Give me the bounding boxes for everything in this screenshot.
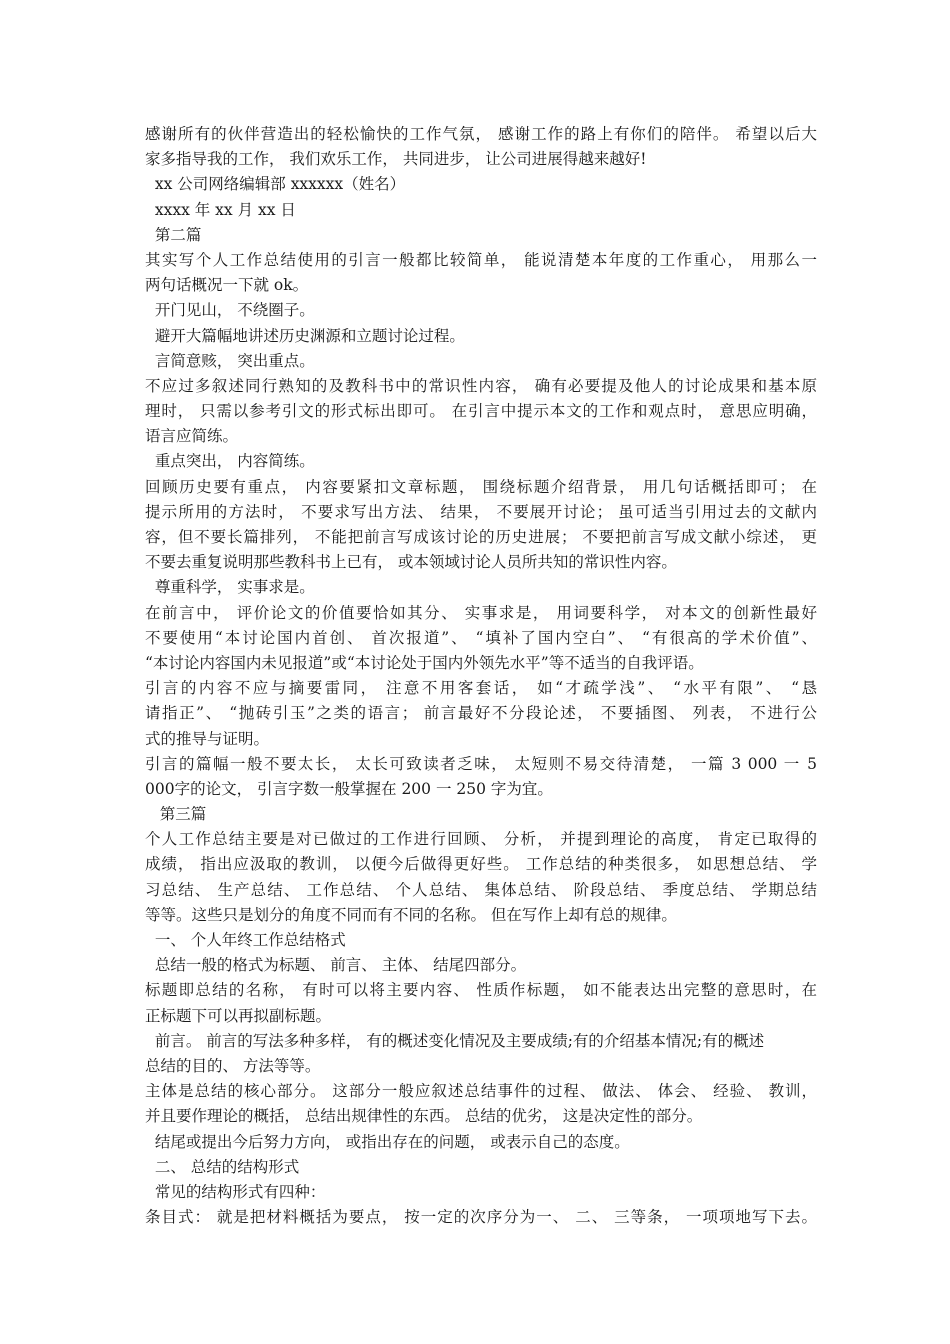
text-line: 第三篇 xyxy=(145,805,207,824)
text-line: 等等。这些只是划分的角度不同而有不同的名称。 但在写作上却有总的规律。 xyxy=(145,905,677,924)
text-line: 一、 个人年终工作总结格式 xyxy=(145,931,346,949)
text-line: 总结一般的格式为标题、 前言、 主体、 结尾四部分。 xyxy=(145,956,527,975)
text-line: 000字的论文， 引言字数一般掌握在 200 一 250 字为宜。 xyxy=(145,779,553,798)
text-line: 尊重科学， 实事求是。 xyxy=(145,578,315,597)
text-line: 前言。 前言的写法多种多样， 有的概述变化情况及主要成绩;有的介绍基本情况;有的概述 xyxy=(145,1031,765,1050)
text-line: 感谢所有的伙伴营造出的轻松愉快的工作气氛， 感谢工作的路上有你们的陪伴。 希望以后大 xyxy=(145,125,817,143)
text-line: 引言的篇幅一般不要太长， 太长可致读者乏味， 太短则不易交待清楚， 一篇 3 000 一 5 xyxy=(145,754,817,773)
text-line: 在前言中， 评价论文的价值要恰如其分、 实事求是， 用词要科学， 对本文的创新性最好 xyxy=(145,603,817,622)
text-line: 其实写个人工作总结使用的引言一般都比较简单， 能说清楚本年度的工作重心， 用那么一 xyxy=(145,250,817,269)
text-line: 避开大篇幅地讲述历史渊源和立题讨论过程。 xyxy=(145,326,465,345)
text-line: 第二篇 xyxy=(145,225,202,244)
text-line: 不应过多叙述同行熟知的及教科书中的常识性内容， 确有必要提及他人的讨论成果和基本原 xyxy=(145,376,817,395)
text-line: 请指正”、 “抛砖引玉”之类的语言； 前言最好不分段论述， 不要插图、 列表， 不进行公 xyxy=(145,704,817,723)
text-line: 标题即总结的名称， 有时可以将主要内容、 性质作标题， 如不能表达出完整的意思时，在 xyxy=(145,981,817,1000)
text-line: 结尾或提出今后努力方向， 或指出存在的问题， 或表示自己的态度。 xyxy=(145,1132,630,1151)
text-line: xx 公司网络编辑部 xxxxxx（姓名） xyxy=(145,175,406,194)
text-line: 言简意赅， 突出重点。 xyxy=(145,351,315,370)
text-line: 引言的内容不应与摘要雷同， 注意不用客套话， 如“才疏学浅”、 “水平有限”、 “恳 xyxy=(145,679,817,698)
text-line: 主体是总结的核心部分。 这部分一般应叙述总结事件的过程、 做法、 体会、 经验、 教训， xyxy=(145,1082,817,1101)
text-line: 回顾历史要有重点， 内容要紧扣文章标题， 围绕标题介绍背景， 用几句话概括即可； 在 xyxy=(145,477,817,496)
text-line: 重点突出， 内容简练。 xyxy=(145,452,315,471)
text-line: 提示所用的方法时， 不要求写出方法、 结果， 不要展开讨论； 虽可适当引用过去的文献内 xyxy=(145,502,817,521)
text-line: 成绩， 指出应汲取的教训， 以便今后做得更好些。 工作总结的种类很多， 如思想总结、 学 xyxy=(145,855,817,874)
text-line: 式的推导与证明。 xyxy=(145,729,270,748)
text-line: 正标题下可以再拟副标题。 xyxy=(145,1006,332,1025)
text-line: 容，但不要长篇排列， 不能把前言写成该讨论的历史进展； 不要把前言写成文献小综述， 更 xyxy=(145,528,817,546)
text-line: 条目式： 就是把材料概括为要点， 按一定的次序分为一、 二、 三等条， 一项项地写下去。 xyxy=(145,1208,817,1227)
text-line: 理时， 只需以参考引文的形式标出即可。 在引言中提示本文的工作和观点时， 意思应明确， xyxy=(145,402,817,421)
text-line: 二、 总结的结构形式 xyxy=(145,1157,300,1176)
text-line: 总结的目的、 方法等等。 xyxy=(145,1056,321,1075)
text-line: xxxx 年 xx 月 xx 日 xyxy=(145,200,296,219)
text-line: 习总结、 生产总结、 工作总结、 个人总结、 集体总结、 阶段总结、 季度总结、 学期总结 xyxy=(145,880,817,899)
text-line: 个人工作总结主要是对已做过的工作进行回顾、 分析， 并提到理论的高度， 肯定已取得的 xyxy=(145,830,817,849)
text-line: 并且要作理论的概括， 总结出规律性的东西。 总结的优劣， 这是决定性的部分。 xyxy=(145,1107,703,1126)
text-line: 两句话概况一下就 ok。 xyxy=(145,276,309,295)
text-line: 常见的结构形式有四种： xyxy=(145,1182,326,1201)
text-line: 家多指导我的工作， 我们欢乐工作， 共同进步， 让公司进展得越来越好! xyxy=(145,150,647,169)
text-line: 不要去重复说明那些教科书上已有， 或本领域讨论人员所共知的常识性内容。 xyxy=(145,553,677,572)
text-line: 不要使用“本讨论国内首创、 首次报道”、 “填补了国内空白”、 “有很高的学术价值”、 xyxy=(145,628,817,647)
text-line: 开门见山， 不绕圈子。 xyxy=(145,301,315,320)
text-line: “本讨论内容国内未见报道”或“本讨论处于国内外领先水平”等不适当的自我评语。 xyxy=(145,653,704,672)
text-line: 语言应简练。 xyxy=(145,427,239,446)
document-page xyxy=(145,122,817,1230)
